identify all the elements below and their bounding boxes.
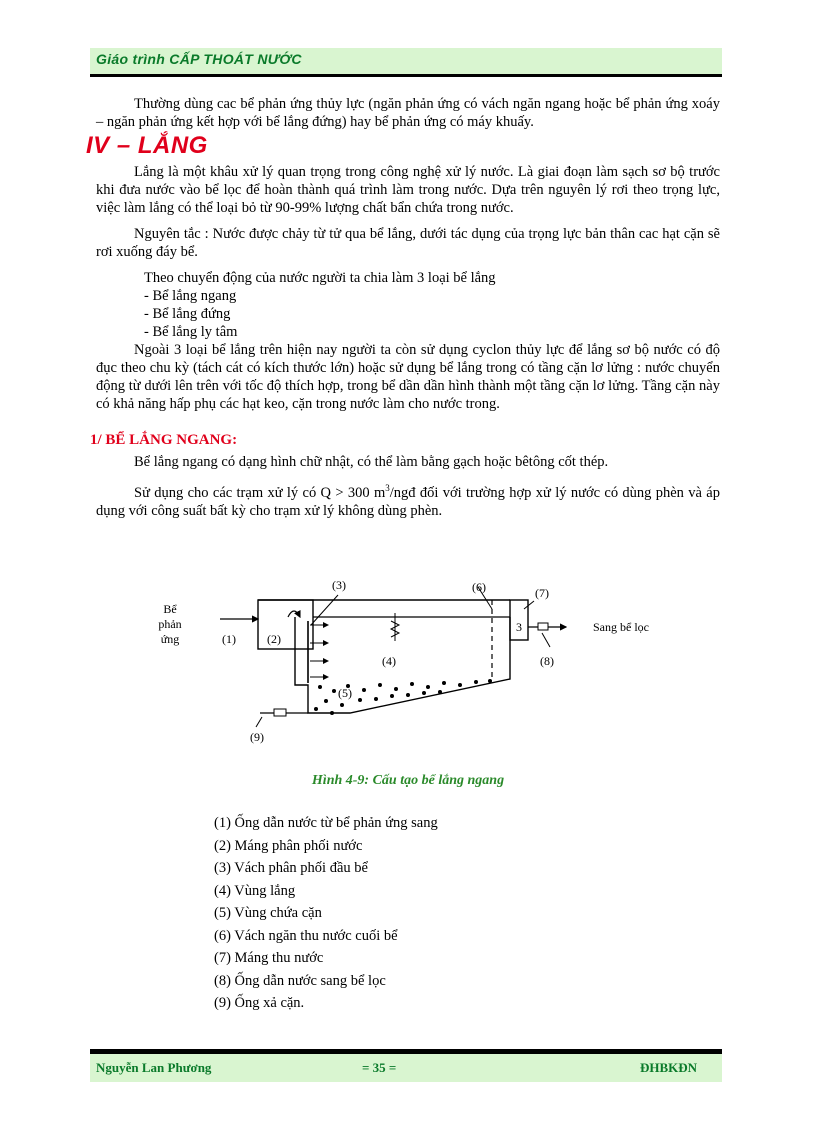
label-9: (9) bbox=[250, 730, 264, 744]
label-8: (8) bbox=[540, 654, 554, 668]
label-1: (1) bbox=[222, 632, 236, 646]
subsection-paragraph-2: Sử dụng cho các trạm xử lý có Q > 300 $m^3$/ngđ đối với trường hợp xử lý nước có dùng phèn và áp dụng với công suất bất kỳ cho trạm xử lý không dùng phèn. bbox=[96, 483, 720, 519]
legend-item: (2) Máng phân phối nước bbox=[214, 837, 363, 854]
label-2: (2) bbox=[267, 632, 281, 646]
label-3: (3) bbox=[332, 578, 346, 592]
intro-paragraph: Thường dùng cac bể phản ứng thủy lực (ngăn phản ứng có vách ngăn ngang hoặc bể phản ứng xoáy – ngăn phản ứng kết hợp với bể lắng đứng) hay bể phản ứng có máy khuấy. bbox=[96, 96, 720, 130]
list-item: - Bể lắng ly tâm bbox=[144, 324, 238, 340]
list-item: - Bể lắng đứng bbox=[144, 306, 231, 322]
figure-caption: Hình 4-9: Cấu tạo bể lắng ngang bbox=[311, 773, 505, 788]
section-paragraph-4: Ngoài 3 loại bể lắng trên hiện nay người ta còn sử dụng cyclon thủy lực để lắng sơ bộ nước có độ đục theo chu kỳ (tách cát có kích thước lớn) hoặc sử dụng bể lắng trong có tầng cặn lơ lửng : nước chuyển động từ dưới lên trên với tốc độ thích hợp, trong bể dần dần hình thành một tầng cặn lơ lửng. Tầng cặn này có khả năng hấp phụ các hạt keo, cặn trong nước làm cho nước trong. bbox=[96, 342, 720, 412]
label-4: (4) bbox=[382, 654, 396, 668]
sedimentation-tank-diagram bbox=[150, 575, 670, 755]
label-5: (5) bbox=[338, 686, 352, 700]
label-trough-3: 3 bbox=[516, 620, 522, 634]
footer-page-number: = 35 = bbox=[362, 1060, 397, 1075]
legend-item: (1) Ống dẫn nước từ bể phản ứng sang bbox=[214, 815, 438, 831]
section-title: IV – LẮNG bbox=[86, 132, 208, 159]
label-6: (6) bbox=[472, 580, 486, 594]
footer-author: Nguyễn Lan Phương bbox=[96, 1060, 212, 1075]
list-item: - Bể lắng ngang bbox=[144, 288, 237, 304]
inlet-label: phản bbox=[158, 617, 182, 631]
document-body bbox=[86, 95, 720, 520]
section-paragraph-1: Lắng là một khâu xử lý quan trọng trong công nghệ xử lý nước. Là giai đoạn làm sạch sơ bộ trước khi đưa nước vào bể lọc để hoàn thành quá trình làm trong nước. Dựa trên nguyên lý rơi theo trọng lực, việc làm lắng có thể loại bỏ từ 90-99% lượng chất bẩn chứa trong nước. bbox=[96, 164, 720, 216]
label-7: (7) bbox=[535, 586, 549, 600]
legend-item: (3) Vách phân phối đầu bể bbox=[214, 860, 368, 876]
legend-item: (6) Vách ngăn thu nước cuối bể bbox=[214, 927, 398, 944]
inlet-label: ứng bbox=[160, 632, 180, 646]
section-paragraph-3: Theo chuyển động của nước người ta chia làm 3 loại bể lắng bbox=[144, 270, 496, 286]
section-paragraph-2: Nguyên tắc : Nước được chảy từ tử qua bể lắng, dưới tác dụng của trọng lực bản thân cac hạt cặn sẽ rơi xuống đáy bể. bbox=[96, 226, 720, 260]
outlet-label: Sang bể lọc bbox=[593, 620, 649, 634]
legend-item: (5) Vùng chứa cặn bbox=[214, 905, 322, 921]
inlet-label: Bể bbox=[163, 602, 177, 616]
legend-item: (4) Vùng lắng bbox=[214, 882, 296, 899]
footer-organization: ĐHBKĐN bbox=[640, 1060, 698, 1075]
subsection-title: 1/ BỂ LẮNG NGANG: bbox=[90, 432, 238, 448]
header-title: Giáo trình CẤP THOÁT NƯỚC bbox=[96, 51, 302, 67]
legend-item: (7) Máng thu nước bbox=[214, 950, 324, 966]
legend-item: (9) Ống xả cặn. bbox=[214, 995, 305, 1011]
legend-item: (8) Ống dẫn nước sang bể lọc bbox=[214, 972, 386, 989]
figure-legend bbox=[214, 812, 438, 1015]
subsection-paragraph-1: Bể lắng ngang có dạng hình chữ nhật, có thể làm bằng gạch hoặc bêtông cốt thép. bbox=[134, 454, 609, 470]
